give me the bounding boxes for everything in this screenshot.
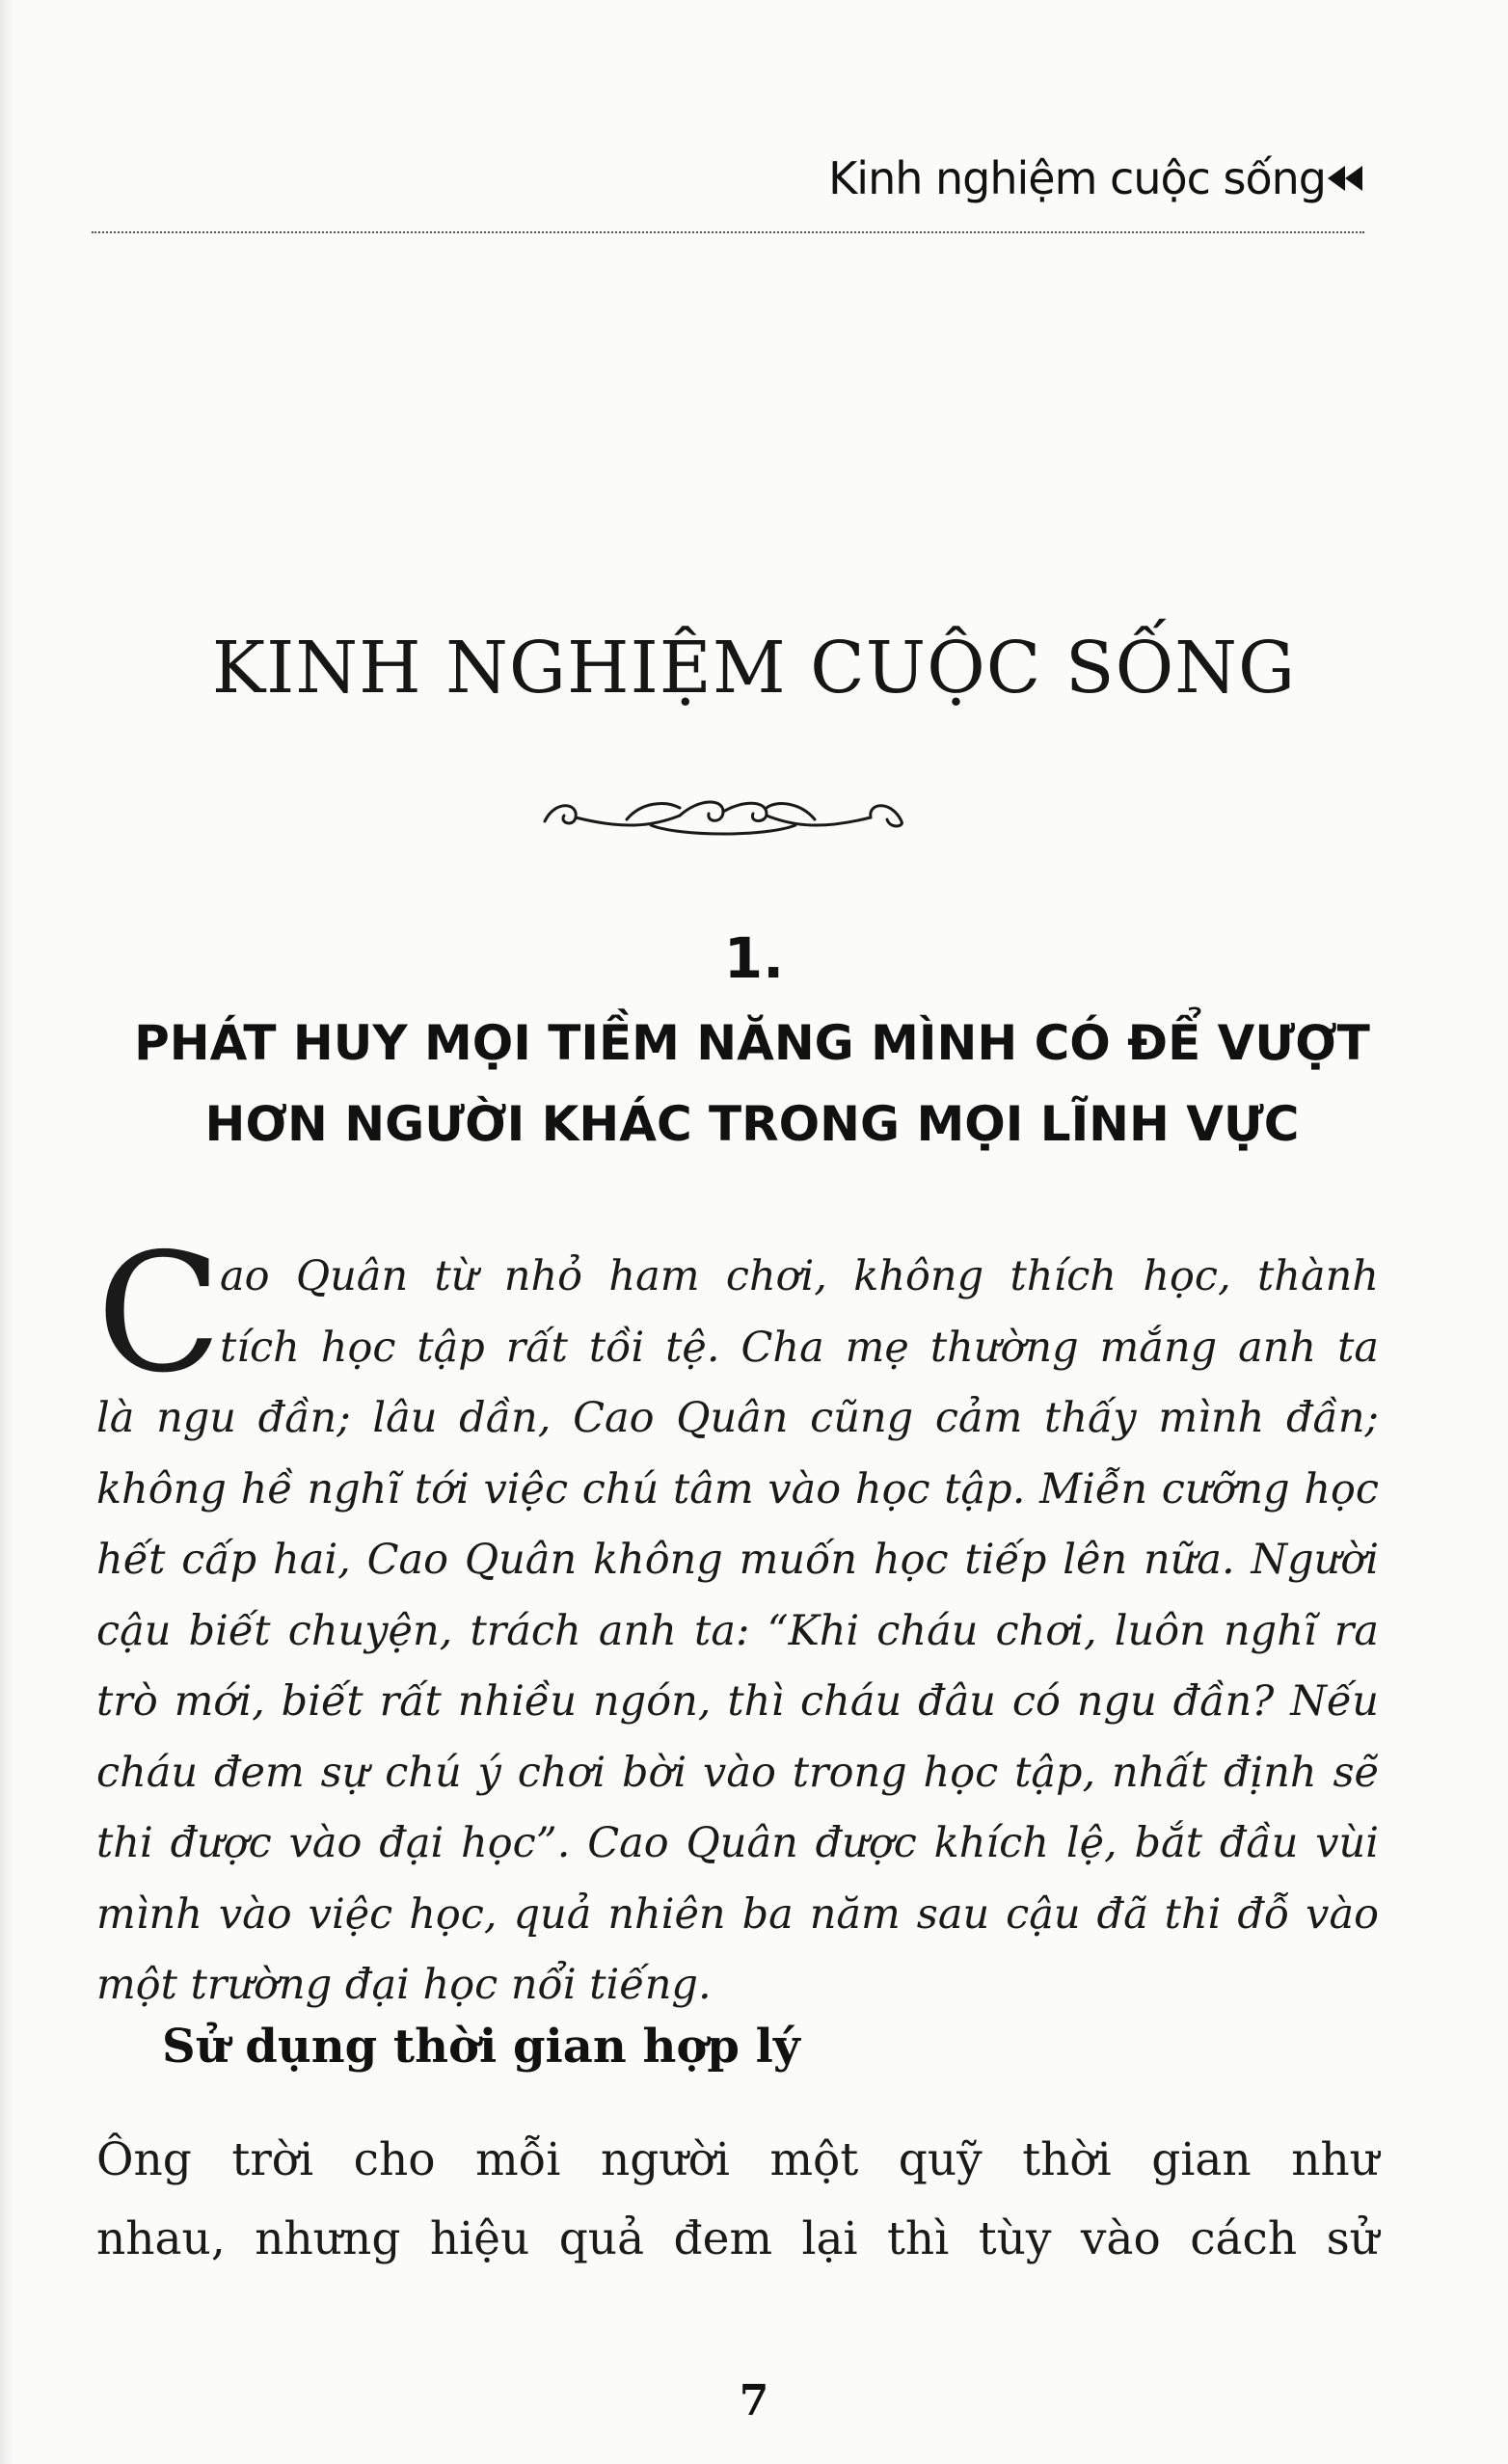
story-paragraph [96,1219,1379,2022]
story-line: trò mới, biết rất nhiều ngón, thì cháu đâu có ngu đần? Nếu [96,1677,1379,1726]
story-line: tích học tập rất tồi tệ. Cha mẹ thường mắng anh ta [220,1323,1379,1372]
subsection-heading: Sử dụng thời gian hợp lý [162,2020,800,2074]
story-line: một trường đại học nổi tiếng. [96,1961,712,2009]
section-heading-line: HƠN NGƯỜI KHÁC TRONG MỌI LĨNH VỰC [204,1096,1300,1152]
double-left-arrow-icon [1328,164,1364,193]
page-number: 7 [739,2376,769,2425]
story-line: cậu biết chuyện, trách anh ta: “Khi cháu chơi, luôn nghĩ ra [96,1606,1379,1655]
flourish-divider-icon [535,781,911,848]
story-line: không hề nghĩ tới việc chú tâm vào học tập. Miễn cưỡng học [96,1464,1379,1513]
body-line: Ông trời cho mỗi người một quỹ thời gian như [96,2133,1379,2186]
subsection-paragraph [96,2121,1379,2279]
story-line: mình vào việc học, quả nhiên ba năm sau cậu đã thi đỗ vào [96,1889,1379,1939]
section-heading-line: PHÁT HUY MỌI TIỀM NĂNG MÌNH CÓ ĐỂ VƯỢT [134,1015,1370,1071]
running-title: Kinh nghiệm cuộc sống [828,152,1326,204]
story-line: ao Quân từ nhỏ ham chơi, không thích học, thành [220,1252,1379,1300]
story-line: cháu đem sự chú ý chơi bời vào trong học tập, nhất định sẽ [96,1748,1379,1797]
story-line: là ngu đần; lâu dần, Cao Quân cũng cảm thấy mình đần; [96,1394,1379,1442]
page-edge-shadow [0,0,13,2464]
section-heading [96,1003,1408,1165]
drop-cap: C [96,1219,223,1409]
running-header [92,145,1364,233]
body-line: nhau, nhưng hiệu quả đem lại thì tùy vào cách sử [96,2212,1379,2265]
section-number: 1. [723,925,785,991]
story-line: hết cấp hai, Cao Quân không muốn học tiếp lên nữa. Người [96,1536,1379,1584]
story-line: thi được vào đại học”. Cao Quân được khích lệ, bắt đầu vùi [96,1819,1379,1867]
chapter-title: KINH NGHIỆM CUỘC SỐNG [211,627,1297,710]
